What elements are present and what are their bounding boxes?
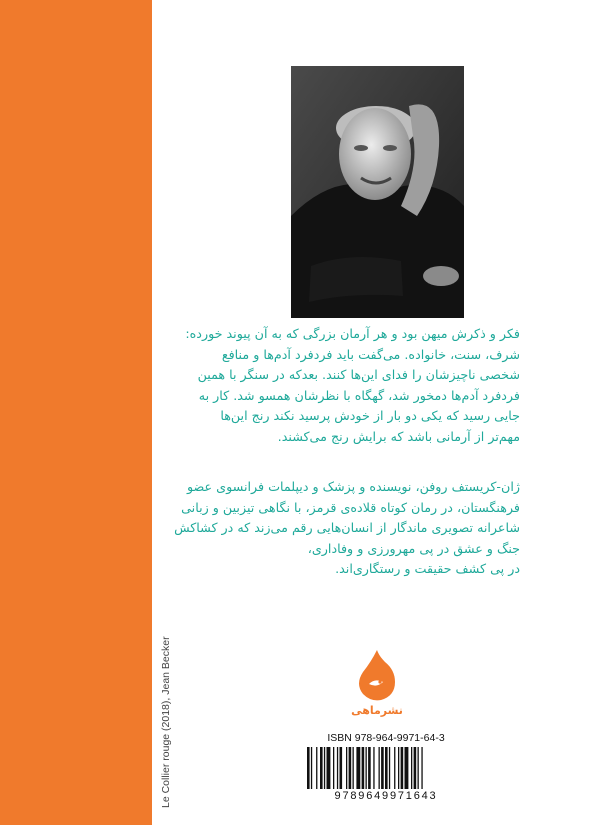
book-spine [0, 0, 152, 825]
author-photo [291, 66, 464, 318]
blurb-line: فردفرد آدم‌ها دمخور شد، گهگاه با نظرشان همسو شد. کار به [198, 387, 520, 403]
isbn-label: ISBN 978-964-9971-64-3 [327, 732, 445, 744]
blurb-paragraph-2 [174, 477, 520, 580]
blurb-line: شاعرانه تصویری ماندگار از انسان‌هایی رقم می‌زند که در کشاکش [174, 520, 520, 536]
barcode-bars [307, 747, 465, 789]
blurb-line: جایی رسید که یکی دو بار از خودش پرسید نکند رنج این‌ها [220, 408, 520, 424]
isbn-barcode [301, 732, 471, 804]
blurb-line: شخصی ناچیزشان را فدای این‌ها کنند. بعدکه در سنگر با همین [197, 367, 520, 383]
fish-drop-logo-icon [349, 648, 405, 704]
blurb-line: شرف، سنت، خانواده. می‌گفت باید فردفرد آدم‌ها و منافع [221, 346, 520, 362]
blurb-line: مهم‌تر از آرمانی باشد که برایش رنج می‌کشند. [277, 428, 520, 444]
blurb-paragraph-1 [185, 324, 520, 448]
barcode-digits: 9789649971643 [334, 790, 438, 802]
blurb-line: فکر و ذکرش میهن بود و هر آرمان بزرگی که به آن پیوند خورده: [185, 326, 520, 341]
author-portrait-icon [291, 66, 464, 318]
blurb-line: فرهنگستان، در رمان کوتاه قلاده‌ی قرمز، با نگاهی تیزبین و زبانی [181, 499, 520, 515]
blurb-line: جنگ و عشق در پی مهرورزی و وفاداری، [307, 540, 520, 556]
publisher-logo [349, 648, 405, 726]
blurb-line: در پی کشف حقیقت و رستگاری‌اند. [335, 561, 520, 577]
publisher-name: نشرماهی [351, 704, 403, 717]
film-credit: Le Collier rouge (2018), Jean Becker [160, 636, 172, 808]
blurb-line: ژان-کریستف روفن، نویسنده و پزشک و دیپلمات فرانسوی عضو [187, 479, 520, 494]
